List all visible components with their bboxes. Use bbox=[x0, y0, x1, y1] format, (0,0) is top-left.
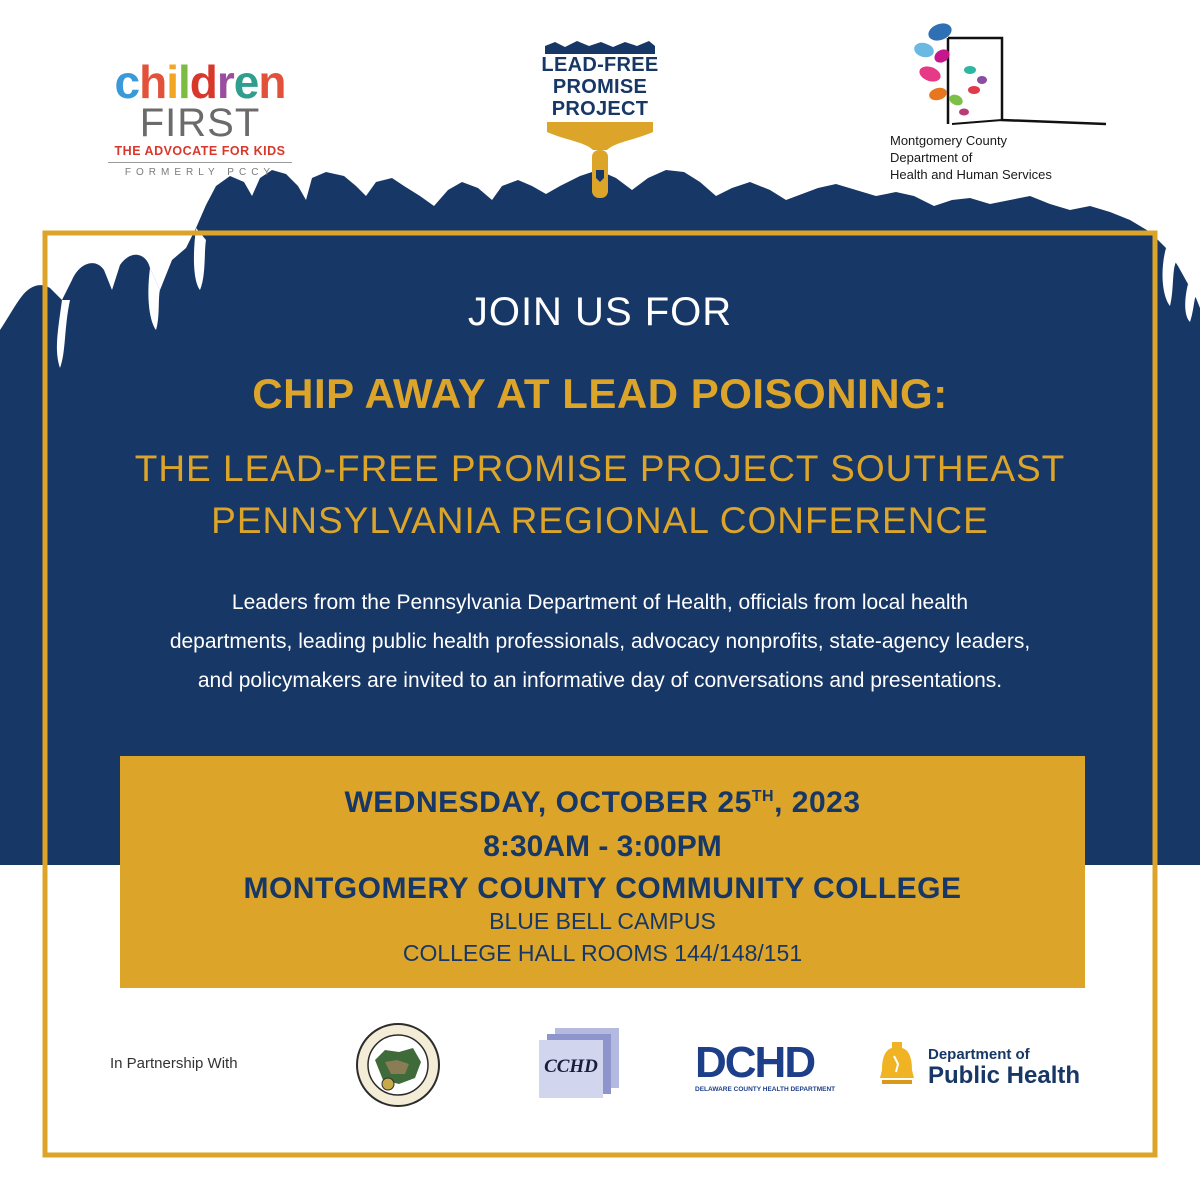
event-date bbox=[120, 786, 1085, 820]
cf-letter: h bbox=[139, 56, 167, 108]
dph-line1: Department of bbox=[928, 1046, 1030, 1063]
bucks-county-seal-icon bbox=[355, 1022, 441, 1108]
montgomery-line3: Health and Human Services bbox=[890, 167, 1052, 182]
cf-letter: i bbox=[166, 56, 178, 108]
partnership-label: In Partnership With bbox=[110, 1055, 238, 1072]
main-headline: CHIP AWAY AT LEAD POISONING: bbox=[252, 370, 948, 417]
event-rooms: COLLEGE HALL ROOMS 144/148/151 bbox=[402, 940, 803, 966]
dchd-mark: DCHD bbox=[695, 1038, 815, 1087]
montgomery-line1: Montgomery County bbox=[890, 133, 1008, 148]
intro-heading: JOIN US FOR bbox=[467, 290, 733, 334]
cf-letter: l bbox=[177, 56, 190, 108]
montgomery-county-logo bbox=[890, 20, 1120, 183]
event-time: 8:30AM - 3:00PM bbox=[483, 830, 722, 863]
subtitle-line2: PENNSYLVANIA REGIONAL CONFERENCE bbox=[211, 500, 989, 541]
door-leaves-icon bbox=[890, 20, 1120, 132]
children-first-word bbox=[100, 56, 300, 108]
children-first-logo bbox=[100, 56, 300, 178]
description-line1: Leaders from the Pennsylvania Department of Health, officials from local health bbox=[231, 591, 969, 614]
lead-free-promise-logo bbox=[535, 40, 665, 202]
liberty-bell-icon bbox=[878, 1040, 916, 1090]
dchd-name: DELAWARE COUNTY HEALTH DEPARTMENT bbox=[695, 1086, 836, 1093]
dph-text bbox=[928, 1046, 1080, 1089]
children-first-tagline: THE ADVOCATE FOR KIDS bbox=[114, 144, 286, 158]
cf-letter: r bbox=[216, 56, 234, 108]
dchd-logo bbox=[695, 1038, 836, 1100]
event-campus: BLUE BELL CAMPUS bbox=[489, 908, 716, 934]
dph-line2: Public Health bbox=[928, 1062, 1081, 1089]
children-first-first: FIRST bbox=[139, 101, 261, 145]
subtitle-line1: THE LEAD-FREE PROMISE PROJECT SOUTHEAST bbox=[134, 448, 1066, 489]
cf-letter: c bbox=[114, 56, 140, 108]
cf-letter: d bbox=[189, 56, 217, 108]
lead-free-line2: PROMISE bbox=[552, 76, 648, 98]
cchd-logo bbox=[533, 1026, 623, 1100]
paint-edge-icon bbox=[535, 40, 665, 54]
event-venue: MONTGOMERY COUNTY COMMUNITY COLLEGE bbox=[243, 872, 962, 905]
bucks-county-seal bbox=[355, 1022, 441, 1108]
children-first-formerly: FORMERLY PCCY bbox=[108, 162, 292, 178]
lead-free-line3: PROJECT bbox=[551, 98, 649, 120]
description-line3: and policymakers are invited to an informative day of conversations and presentations. bbox=[197, 669, 1003, 692]
montgomery-line2: Department of bbox=[890, 150, 973, 165]
description-line2: departments, leading public health professionals, advocacy nonprofits, state-agency leaders, bbox=[169, 630, 1031, 653]
event-date-suffix: TH bbox=[751, 788, 775, 805]
lead-free-line1: LEAD-FREE bbox=[541, 54, 659, 76]
department-public-health-logo bbox=[878, 1040, 1098, 1095]
cf-letter: e bbox=[233, 56, 259, 108]
event-date-main: WEDNESDAY, OCTOBER 25 bbox=[344, 786, 752, 819]
cf-letter: n bbox=[258, 56, 286, 108]
paintbrush-icon bbox=[535, 120, 665, 202]
event-date-year: , 2023 bbox=[774, 786, 861, 819]
cchd-text: CCHD bbox=[544, 1056, 598, 1077]
